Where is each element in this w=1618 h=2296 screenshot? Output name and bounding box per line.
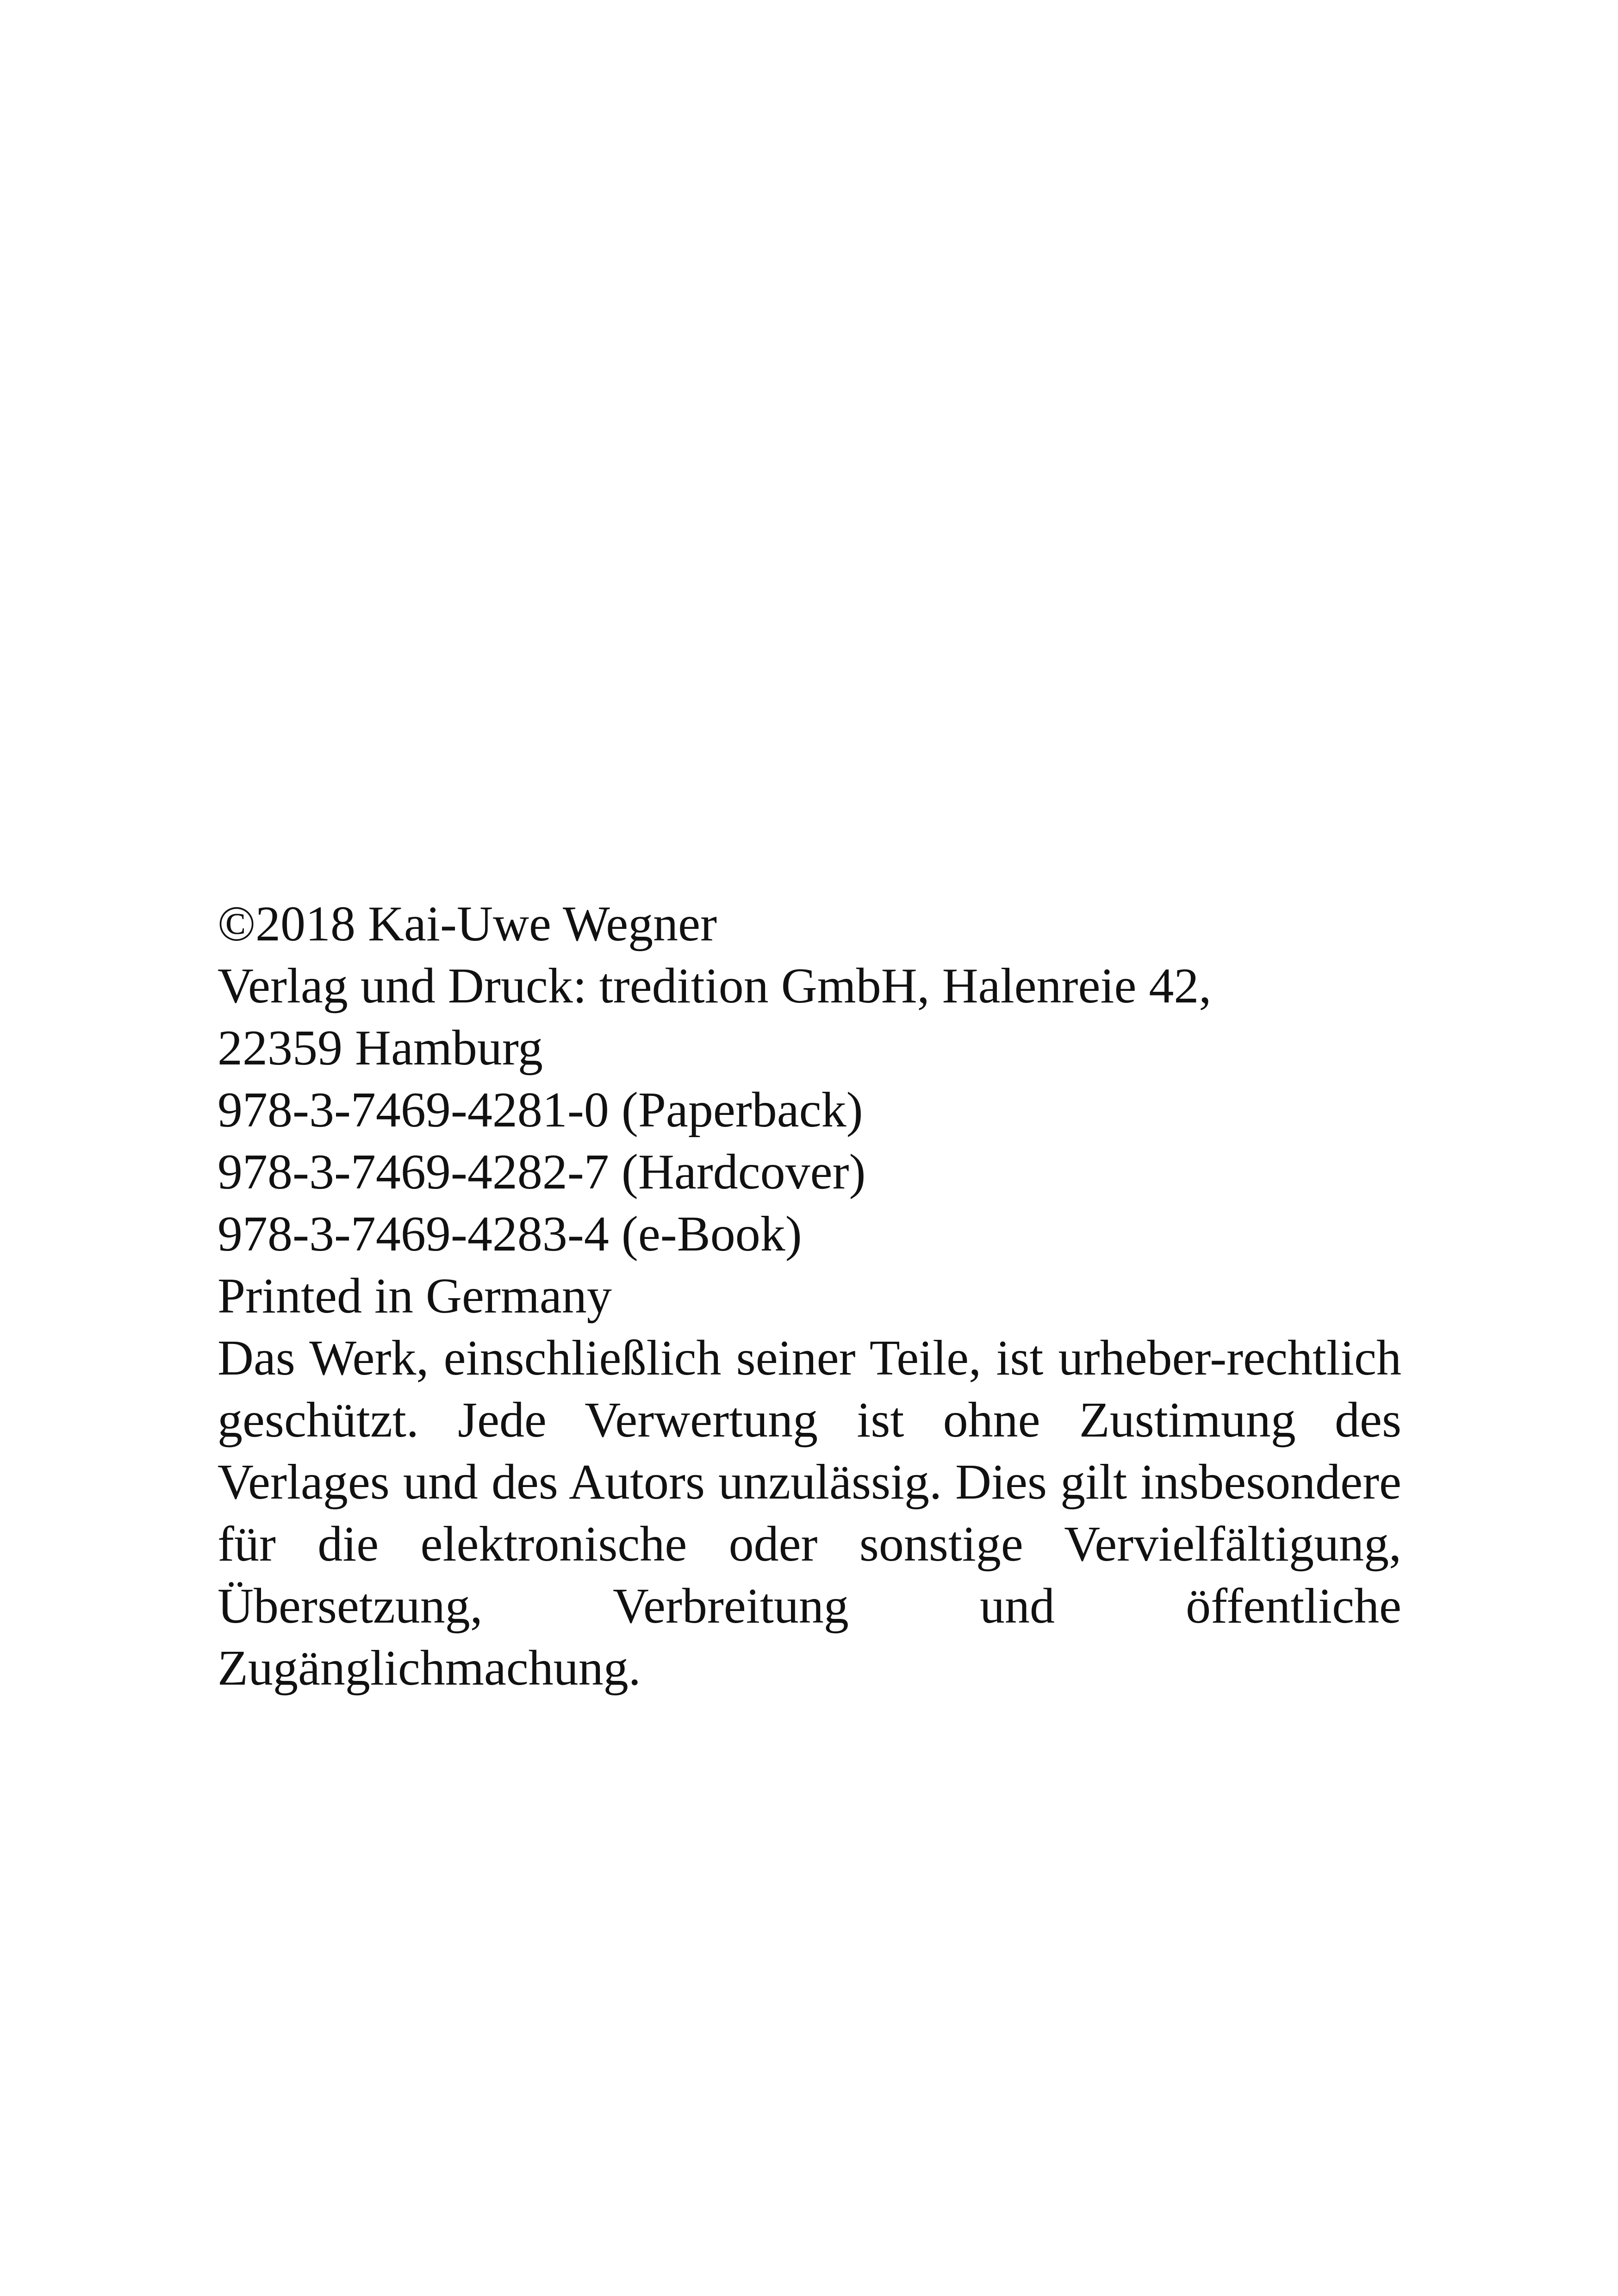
copyright-text: ©2018 Kai-Uwe Wegner <box>218 896 717 952</box>
printed-in-text: Printed in Germany <box>218 1269 612 1324</box>
rights-notice <box>218 1327 1401 1699</box>
isbn-ebook: 978-3-7469-4283-4 (e-Book) <box>218 1207 802 1262</box>
copyright-line <box>218 893 1401 955</box>
publisher-address <box>218 955 1401 1079</box>
publisher-line-1: Verlag und Druck: tredition GmbH, Halenreie 42, <box>218 958 1212 1014</box>
isbn-hardcover: 978-3-7469-4282-7 (Hardcover) <box>218 1145 866 1200</box>
isbn-list <box>218 1079 1401 1265</box>
printed-in <box>218 1265 1401 1327</box>
imprint-page <box>218 893 1401 1699</box>
rights-notice-text: Das Werk, einschließlich seiner Teile, ist urheber-rechtlich geschützt. Jede Verwertung ist ohne Zustimung des Verlages und des Autors unzulässig. Dies gilt insbesondere für die elektronische oder sonstige Vervielfältigung, Übersetzung, Verbreitung und öffentliche Zugänglichmachung. <box>218 1331 1401 1696</box>
isbn-paperback: 978-3-7469-4281-0 (Paperback) <box>218 1083 863 1138</box>
publisher-line-2: 22359 Hamburg <box>218 1020 543 1076</box>
